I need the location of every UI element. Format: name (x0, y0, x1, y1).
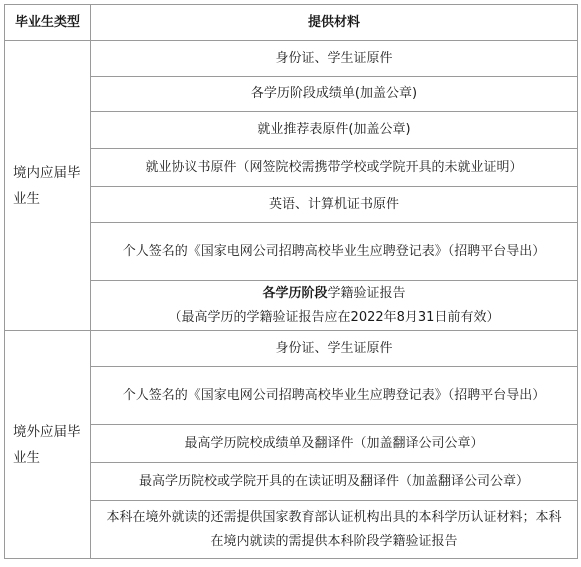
material-item: 就业推荐表原件(加盖公章) (91, 112, 578, 149)
table-row (5, 187, 578, 223)
material-item: 身份证、学生证原件 (91, 331, 578, 367)
table-row (5, 41, 578, 77)
table-row (5, 281, 578, 331)
material-item: 最高学历院校成绩单及翻译件（加盖翻译公司公章） (91, 425, 578, 463)
header-materials: 提供材料 (91, 5, 578, 41)
table-row (5, 425, 578, 463)
table-row (5, 367, 578, 425)
material-item: 个人签名的《国家电网公司招聘高校毕业生应聘登记表》（招聘平台导出） (91, 223, 578, 281)
header-graduate-type: 毕业生类型 (5, 5, 91, 41)
table-row (5, 223, 578, 281)
table-row (5, 77, 578, 112)
material-item-verification (91, 281, 578, 331)
material-item: 个人签名的《国家电网公司招聘高校毕业生应聘登记表》（招聘平台导出） (91, 367, 578, 425)
table-header-row (5, 5, 578, 41)
material-item: 本科在境外就读的还需提供国家教育部认证机构出具的本科学历认证材料；本科在境内就读的需提供本科阶段学籍验证报告 (91, 501, 578, 559)
verification-text: 学籍验证报告 (327, 285, 406, 301)
verification-note: （最高学历的学籍验证报告应在2022年8月31日前有效） (168, 309, 500, 325)
graduate-type-domestic: 境内应届毕业生 (5, 41, 91, 331)
table-row (5, 501, 578, 559)
material-item: 各学历阶段成绩单(加盖公章) (91, 77, 578, 112)
material-item: 英语、计算机证书原件 (91, 187, 578, 223)
table-row (5, 112, 578, 149)
verification-bold-text: 各学历阶段 (262, 285, 328, 301)
material-item: 身份证、学生证原件 (91, 41, 578, 77)
table-row (5, 331, 578, 367)
graduate-type-overseas: 境外应届毕业生 (5, 331, 91, 559)
table-row (5, 463, 578, 501)
materials-table (4, 4, 578, 559)
table-row (5, 149, 578, 187)
material-item: 最高学历院校或学院开具的在读证明及翻译件（加盖翻译公司公章） (91, 463, 578, 501)
material-item: 就业协议书原件（网签院校需携带学校或学院开具的未就业证明） (91, 149, 578, 187)
